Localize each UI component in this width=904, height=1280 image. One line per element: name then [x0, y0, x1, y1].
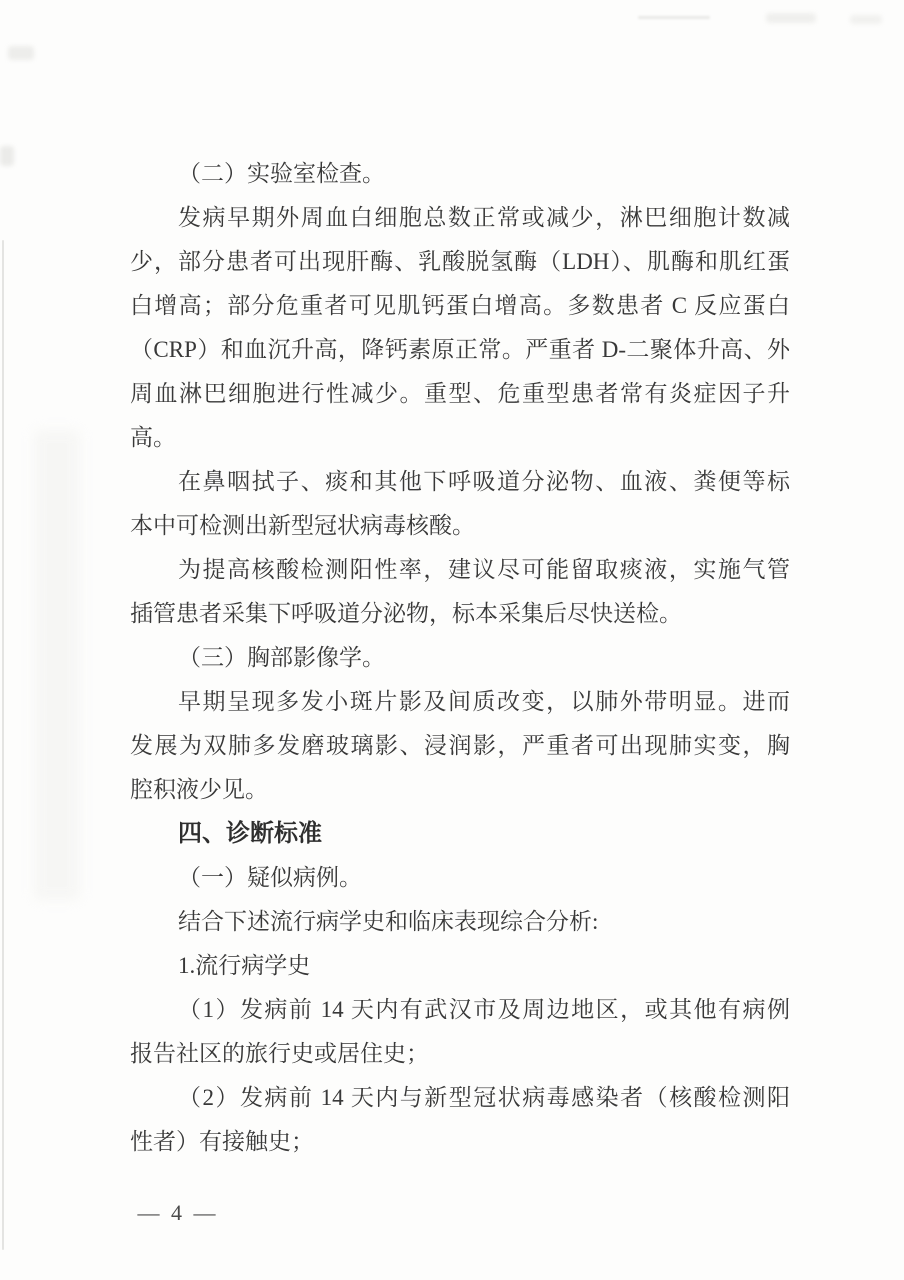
text-line: 白增高；部分危重者可见肌钙蛋白增高。多数患者 C 反应蛋白	[130, 293, 790, 318]
document-body	[130, 152, 790, 1164]
paragraph	[130, 944, 790, 988]
text-line: 少，部分患者可出现肝酶、乳酸脱氢酶（LDH）、肌酶和肌红蛋	[130, 249, 790, 274]
text-line: 四、诊断标准	[178, 820, 322, 847]
scan-artifact	[34, 430, 80, 900]
text-line: 周血淋巴细胞进行性减少。重型、危重型患者常有炎症因子升	[130, 381, 790, 406]
text-line: 本中可检测出新型冠状病毒核酸。	[130, 513, 475, 538]
paragraph	[130, 856, 790, 900]
paragraph	[130, 1076, 790, 1164]
paragraph	[130, 988, 790, 1076]
text-line: 发病早期外周血白细胞总数正常或减少，淋巴细胞计数减	[178, 205, 790, 230]
text-line: 腔积液少见。	[130, 777, 268, 802]
paragraph	[130, 636, 790, 680]
scan-artifact	[0, 146, 14, 166]
text-line: 报告社区的旅行史或居住史；	[130, 1041, 429, 1066]
paragraph	[130, 548, 790, 636]
text-line: 为提高核酸检测阳性率，建议尽可能留取痰液，实施气管	[178, 557, 790, 582]
scan-artifact	[2, 240, 4, 1250]
scan-artifact	[850, 15, 882, 24]
text-line: 1.流行病学史	[178, 953, 311, 978]
paragraph	[130, 680, 790, 812]
text-line: 高。	[130, 425, 176, 450]
text-line: （一）疑似病例。	[178, 865, 362, 890]
paragraph	[130, 900, 790, 944]
text-line: 性者）有接触史；	[130, 1129, 314, 1154]
text-line: 插管患者采集下呼吸道分泌物，标本采集后尽快送检。	[130, 601, 682, 626]
text-line: 早期呈现多发小斑片影及间质改变，以肺外带明显。进而	[178, 689, 790, 714]
section-heading	[130, 812, 790, 856]
text-line: 结合下述流行病学史和临床表现综合分析:	[178, 909, 599, 934]
page-number: — 4 —	[137, 1200, 219, 1225]
text-line: （CRP）和血沉升高，降钙素原正常。严重者 D-二聚体升高、外	[130, 337, 790, 362]
page-footer	[126, 1196, 230, 1230]
paragraph	[130, 196, 790, 460]
text-line: （三）胸部影像学。	[178, 645, 385, 670]
paragraph	[130, 152, 790, 196]
text-line: （2）发病前 14 天内与新型冠状病毒感染者（核酸检测阳	[178, 1085, 790, 1110]
scan-artifact	[766, 13, 816, 23]
paragraph	[130, 460, 790, 548]
text-line: 在鼻咽拭子、痰和其他下呼吸道分泌物、血液、粪便等标	[178, 469, 790, 494]
text-line: （二）实验室检查。	[178, 161, 385, 186]
scan-artifact	[638, 16, 710, 19]
text-line: 发展为双肺多发磨玻璃影、浸润影，严重者可出现肺实变，胸	[130, 733, 790, 758]
scan-artifact	[8, 46, 34, 60]
text-line: （1）发病前 14 天内有武汉市及周边地区，或其他有病例	[178, 997, 790, 1022]
